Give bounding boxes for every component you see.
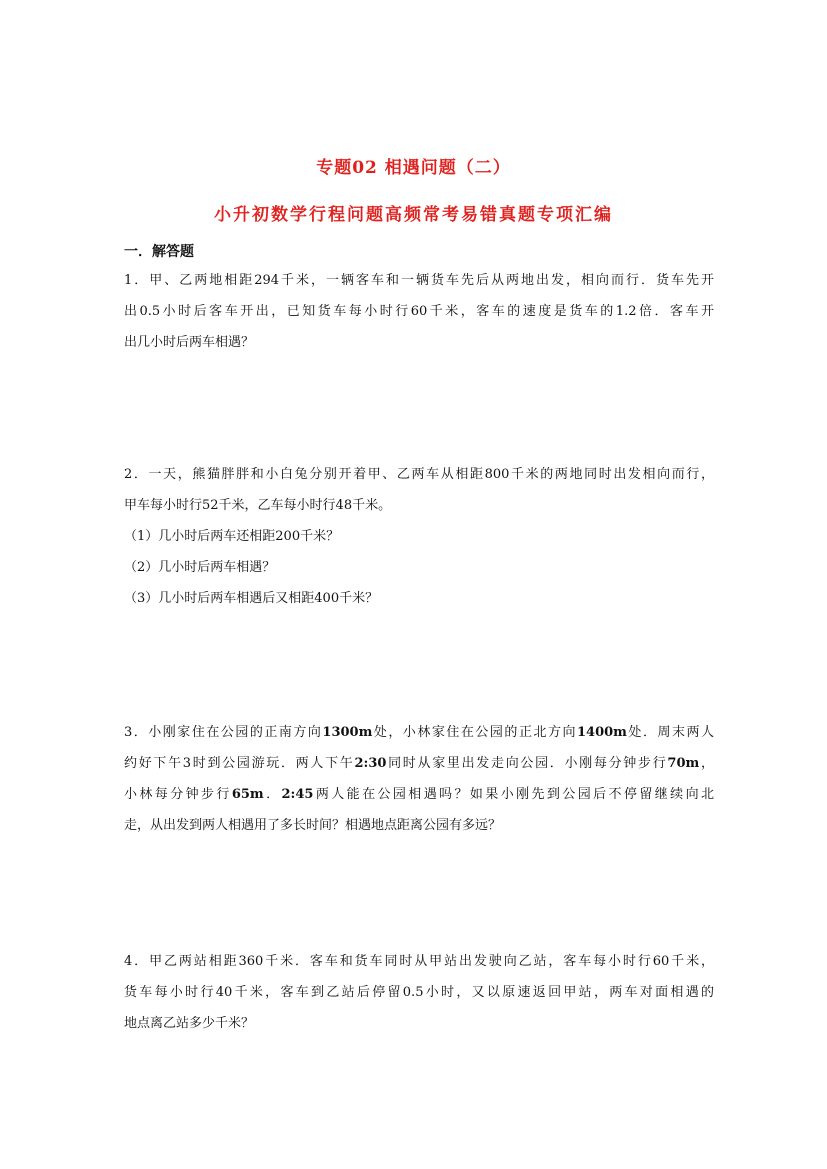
section-heading: 一．解答题 (124, 244, 194, 260)
text-segment: ， (699, 756, 714, 771)
distance-value: 1400m (576, 725, 627, 740)
question-line: 走，从出发到两人相遇用了多长时间？相遇地点距离公园有多远？ (124, 818, 502, 833)
question-line: 2．一天，熊猫胖胖和小白兔分别开着甲、乙两车从相距800千米的两地同时出发相向而行， (124, 467, 714, 482)
sub-question-1: （1）几小时后两车还相距200千米？ (124, 529, 340, 544)
speed-value: 65m (231, 787, 264, 802)
question-line (124, 717, 714, 748)
question-line: 出0.5小时后客车开出，已知货车每小时行60千米，客车的速度是货车的1.2倍．客车开 (124, 304, 714, 319)
text-segment: ． (263, 787, 282, 802)
question-line: 4．甲乙两站相距360千米．客车和货车同时从甲站出发驶向乙站，客车每小时行60千米， (124, 954, 714, 969)
time-value: 2:30 (354, 756, 387, 771)
question-2 (124, 459, 714, 614)
question-line (124, 779, 714, 810)
time-value: 2:45 (281, 787, 314, 802)
question-line: 1．甲、乙两地相距294千米，一辆客车和一辆货车先后从两地出发，相向而行．货车先开 (124, 273, 714, 288)
question-3 (124, 717, 714, 841)
question-line: 出几小时后两车相遇？ (124, 335, 255, 350)
text-segment: 小林每分钟步行 (124, 787, 232, 802)
sub-question-2: （2）几小时后两车相遇？ (124, 560, 276, 575)
question-line: 甲车每小时行52千米，乙车每小时行48千米。 (124, 498, 392, 513)
question-4 (124, 946, 714, 1039)
speed-value: 70m (667, 756, 700, 771)
text-segment: 3．小刚家住在公园的正南方向 (124, 725, 323, 740)
document-subtitle: 小升初数学行程问题高频常考易错真题专项汇编 (214, 205, 613, 225)
text-segment: 处．周末两人 (626, 725, 714, 740)
question-line: 货车每小时行40千米，客车到乙站后停留0.5小时，又以原速返回甲站，两车对面相遇的 (124, 985, 714, 1000)
question-line: 地点离乙站多少千米？ (124, 1016, 255, 1031)
text-segment: 处，小林家住在公园的正北方向 (372, 725, 577, 740)
text-segment: 两人能在公园相遇吗？如果小刚先到公园后不停留继续向北 (313, 787, 714, 802)
question-1 (124, 265, 714, 358)
question-line (124, 748, 714, 779)
text-segment: 同时从家里出发走向公园．小刚每分钟步行 (386, 756, 668, 771)
document-title: 专题02 相遇问题（二） (316, 158, 511, 178)
text-segment: 约好下午3时到公园游玩．两人下午 (124, 756, 355, 771)
sub-question-3: （3）几小时后两车相遇后又相距400千米？ (124, 591, 379, 606)
distance-value: 1300m (322, 725, 373, 740)
